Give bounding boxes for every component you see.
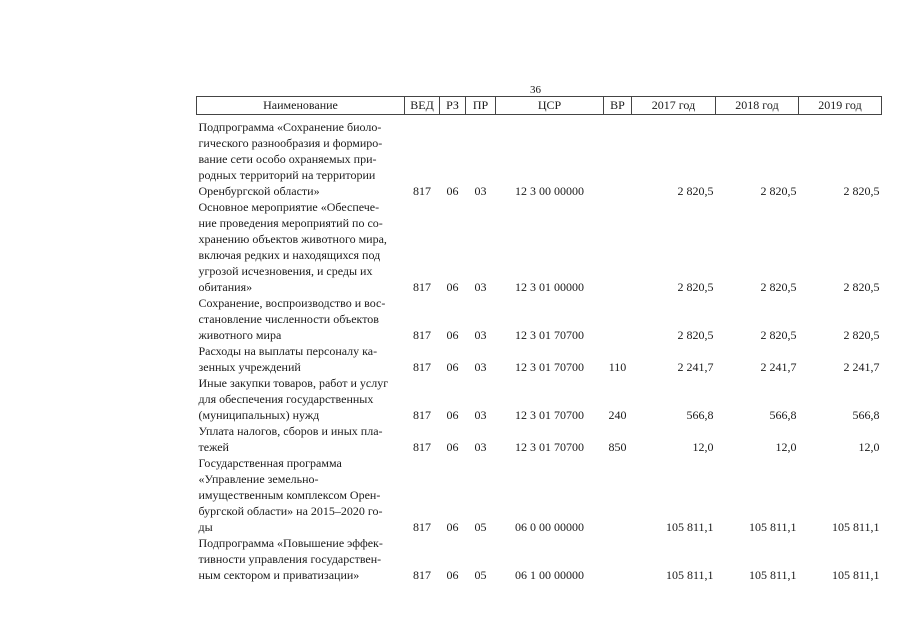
cell-ved: 817 <box>413 328 431 342</box>
table-row <box>197 375 882 423</box>
cell-pr: 05 <box>474 520 487 534</box>
cell-2019: 566,8 <box>852 408 880 422</box>
cell-ved: 817 <box>413 520 431 534</box>
cell-rz: 06 <box>446 408 459 422</box>
cell-vr <box>604 115 632 200</box>
cell-2019: 105 811,1 <box>831 568 880 582</box>
cell-vr <box>604 535 632 583</box>
cell-name: Расходы на выплаты персоналу ка- зенных учреждений <box>198 344 378 374</box>
cell-rz: 06 <box>446 328 459 342</box>
cell-rz: 06 <box>446 280 459 294</box>
cell-name: Государственная программа «Управление земельно- имущественным комплексом Орен- бургской области» на 2015–2020 го- ды <box>198 456 383 534</box>
table-row <box>197 423 882 455</box>
cell-name: Основное мероприятие «Обеспече- ние проведения мероприятий по со- хранению объектов животного мира, включая редких и находящихся под угрозой исчезновения, и среды их обитания» <box>198 200 387 294</box>
budget-table <box>196 96 882 583</box>
header-2019: 2019 год <box>799 97 882 115</box>
cell-vr <box>604 199 632 295</box>
cell-csr: 12 3 00 00000 <box>515 184 584 198</box>
cell-2017: 2 820,5 <box>677 328 714 342</box>
table-row <box>197 295 882 343</box>
cell-2017: 2 820,5 <box>677 280 714 294</box>
table-row <box>197 115 882 200</box>
cell-vr <box>604 455 632 535</box>
page-number: 36 <box>530 84 541 96</box>
header-name: Наименование <box>197 97 405 115</box>
cell-csr: 06 1 00 00000 <box>515 568 584 582</box>
cell-csr: 12 3 01 00000 <box>515 280 584 294</box>
cell-name: Подпрограмма «Повышение эффек- тивности управления государствен- ным сектором и приватизации» <box>198 536 383 582</box>
cell-2017: 105 811,1 <box>665 520 714 534</box>
cell-ved: 817 <box>413 280 431 294</box>
cell-vr: 240 <box>608 408 627 422</box>
cell-2019: 2 820,5 <box>843 328 880 342</box>
cell-ved: 817 <box>413 440 431 454</box>
cell-pr: 03 <box>474 184 487 198</box>
cell-pr: 05 <box>474 568 487 582</box>
cell-2018: 12,0 <box>775 440 797 454</box>
header-pr: ПР <box>466 97 496 115</box>
cell-2017: 2 820,5 <box>677 184 714 198</box>
cell-rz: 06 <box>446 360 459 374</box>
cell-vr <box>604 295 632 343</box>
cell-pr: 03 <box>474 328 487 342</box>
cell-2018: 105 811,1 <box>748 520 797 534</box>
cell-name: Подпрограмма «Сохранение биоло- гического разнообразия и формиро- вание сети особо охраняемых при- родных территорий на территории Оренбургской области» <box>198 120 383 198</box>
cell-pr: 03 <box>474 280 487 294</box>
cell-pr: 03 <box>474 360 487 374</box>
cell-csr: 12 3 01 70700 <box>515 408 584 422</box>
cell-2017: 12,0 <box>692 440 714 454</box>
cell-2017: 566,8 <box>686 408 714 422</box>
cell-2018: 566,8 <box>769 408 797 422</box>
cell-2019: 2 241,7 <box>843 360 880 374</box>
cell-2019: 12,0 <box>858 440 880 454</box>
header-rz: РЗ <box>440 97 466 115</box>
cell-csr: 12 3 01 70700 <box>515 360 584 374</box>
header-2018: 2018 год <box>716 97 799 115</box>
table-row <box>197 343 882 375</box>
cell-2017: 2 241,7 <box>677 360 714 374</box>
cell-rz: 06 <box>446 184 459 198</box>
table-row <box>197 455 882 535</box>
cell-2018: 2 820,5 <box>760 184 797 198</box>
cell-vr: 110 <box>608 360 627 374</box>
table-header-row <box>197 97 882 115</box>
cell-name: Уплата налогов, сборов и иных пла- тежей <box>198 424 383 454</box>
cell-csr: 12 3 01 70700 <box>515 328 584 342</box>
cell-csr: 06 0 00 00000 <box>515 520 584 534</box>
cell-pr: 03 <box>474 408 487 422</box>
cell-2019: 2 820,5 <box>843 280 880 294</box>
cell-rz: 06 <box>446 440 459 454</box>
cell-name: Сохранение, воспроизводство и вос- становление численности объектов животного мира <box>198 296 386 342</box>
cell-rz: 06 <box>446 520 459 534</box>
cell-2018: 105 811,1 <box>748 568 797 582</box>
cell-ved: 817 <box>413 568 431 582</box>
header-vr: ВР <box>604 97 632 115</box>
cell-2018: 2 241,7 <box>760 360 797 374</box>
header-csr: ЦСР <box>496 97 604 115</box>
cell-rz: 06 <box>446 568 459 582</box>
cell-csr: 12 3 01 70700 <box>515 440 584 454</box>
cell-2018: 2 820,5 <box>760 328 797 342</box>
cell-pr: 03 <box>474 440 487 454</box>
cell-ved: 817 <box>413 408 431 422</box>
table-row <box>197 535 882 583</box>
cell-vr: 850 <box>608 440 627 454</box>
cell-name: Иные закупки товаров, работ и услуг для обеспечения государственных (муниципальных) нужд <box>198 376 389 422</box>
cell-2019: 105 811,1 <box>831 520 880 534</box>
cell-ved: 817 <box>413 360 431 374</box>
table-row <box>197 199 882 295</box>
table-body <box>197 115 882 584</box>
header-ved: ВЕД <box>405 97 440 115</box>
cell-2017: 105 811,1 <box>665 568 714 582</box>
cell-ved: 817 <box>413 184 431 198</box>
cell-2019: 2 820,5 <box>843 184 880 198</box>
cell-2018: 2 820,5 <box>760 280 797 294</box>
header-2017: 2017 год <box>632 97 716 115</box>
